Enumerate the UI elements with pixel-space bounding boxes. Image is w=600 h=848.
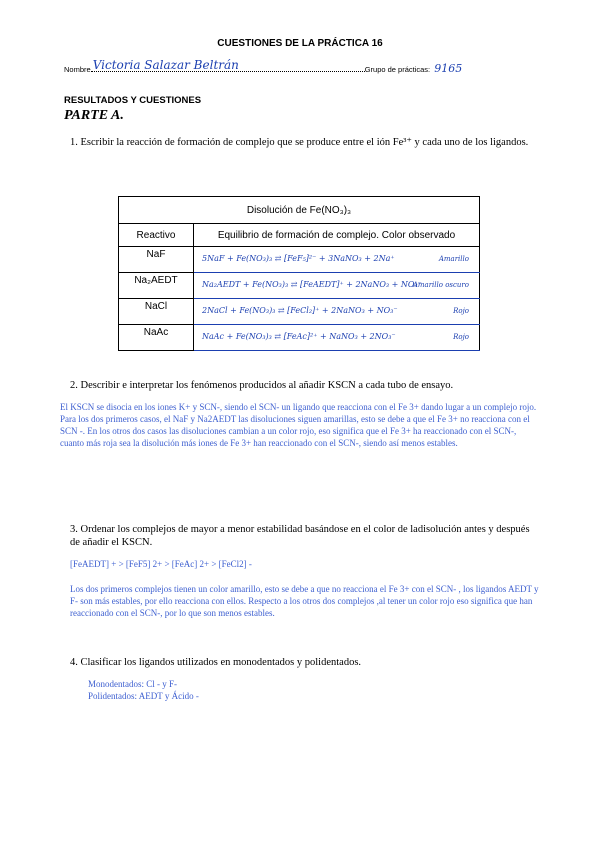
table-row [119,247,480,273]
group-label: Grupo de prácticas: [364,65,431,74]
reactivo-cell: Na₂AEDT [119,273,194,299]
part-title: PARTE A. [64,108,124,123]
color-handwritten: Rojo [453,333,469,341]
stability-order: [FeAEDT] + > [FeF5] 2+ > [FeAc] 2+ > [FeCl2] - [70,559,252,569]
name-line [64,58,544,75]
question-3: 3. Ordenar los complejos de mayor a menor estabilidad basándose en el color de ladisolución antes y después de añadir el KSCN. [70,524,530,548]
name-label: Nombre [64,65,91,74]
question-4: 4. Clasificar los ligandos utilizados en monodentados y polidentados. [70,657,362,668]
color-handwritten: Rojo [453,307,469,315]
question-2: 2. Describir e interpretar los fenómenos producidos al añadir KSCN a cada tubo de ensayo. [70,380,454,391]
document-title: CUESTIONES DE LA PRÁCTICA 16 [217,38,383,49]
name-field [91,58,365,72]
question-1: 1. Escribir la reacción de formación de complejo que se produce entre el ión Fe³⁺ y cada uno de los ligandos. [70,137,529,148]
table-row [119,325,480,351]
color-handwritten: Amarillo [438,255,469,263]
reactivo-cell: NaCl [119,299,194,325]
answer-4 [88,678,488,702]
monodentate-list: Monodentados: Cl - y F- [88,679,177,689]
table-caption: Disolución de Fe(NO₃)₃ [119,197,480,224]
answer-3: Los dos primeros complejos tienen un color amarillo, esto se debe a que no reacciona el Fe 3+ con el SCN- , los ligandos AEDT y F- son más estables, por ello reacciona con ellos. Respecto a los otros dos complejos ,al tener un color rojo eso significa que han reaccionado con el SCN-, por lo que son menos estables. [70,584,539,618]
equation-handwritten: Na₂AEDT + Fe(NO₃)₃ ⇄ [FeAEDT]⁺ + 2NaNO₃ + NO₃⁻ [202,280,422,289]
table-row [119,273,480,299]
group-value: 9165 [434,62,463,75]
equation-handwritten: 5NaF + Fe(NO₃)₃ ⇄ [FeF₅]²⁻ + 3NaNO₃ + 2Na⁺ [202,254,395,263]
color-handwritten: Amarillo oscuro [412,281,469,289]
header-reactivo: Reactivo [119,224,194,247]
table-row [119,299,480,325]
equation-handwritten: 2NaCl + Fe(NO₃)₃ ⇄ [FeCl₂]⁺ + 2NaNO₃ + NO₃⁻ [202,306,398,315]
reactivo-cell: NaF [119,247,194,273]
section-title: RESULTADOS Y CUESTIONES [64,95,202,106]
reactivo-cell: NaAc [119,325,194,351]
equation-handwritten: NaAc + Fe(NO₃)₃ ⇄ [FeAc]²⁺ + NaNO₃ + 2NO₃⁻ [202,332,396,341]
name-handwritten: Victoria Salazar Beltrán [92,58,239,72]
answer-2: El KSCN se disocia en los iones K+ y SCN-, siendo el SCN- un ligando que reacciona con el Fe 3+ dando lugar a un complejo rojo. Para los dos primeros casos, el NaF y Na2AEDT las disoluciones siguen amarillas, esto se debe a que el Fe 3+ no reacciona con el SCN -. En los otros dos casos las disoluciones cambian a un color rojo, eso significa que el Fe 3+ ha reaccionado con el SCN-, cuanto más roja sea la disolución más iones de Fe 3+ han reaccionado con el SCN-, siendo así menos estables. [60,402,537,448]
complex-table [118,196,480,351]
polydentate-list: Polidentados: AEDT y Ácido - [88,691,199,701]
header-equilibrio: Equilibrio de formación de complejo. Color observado [194,224,480,247]
